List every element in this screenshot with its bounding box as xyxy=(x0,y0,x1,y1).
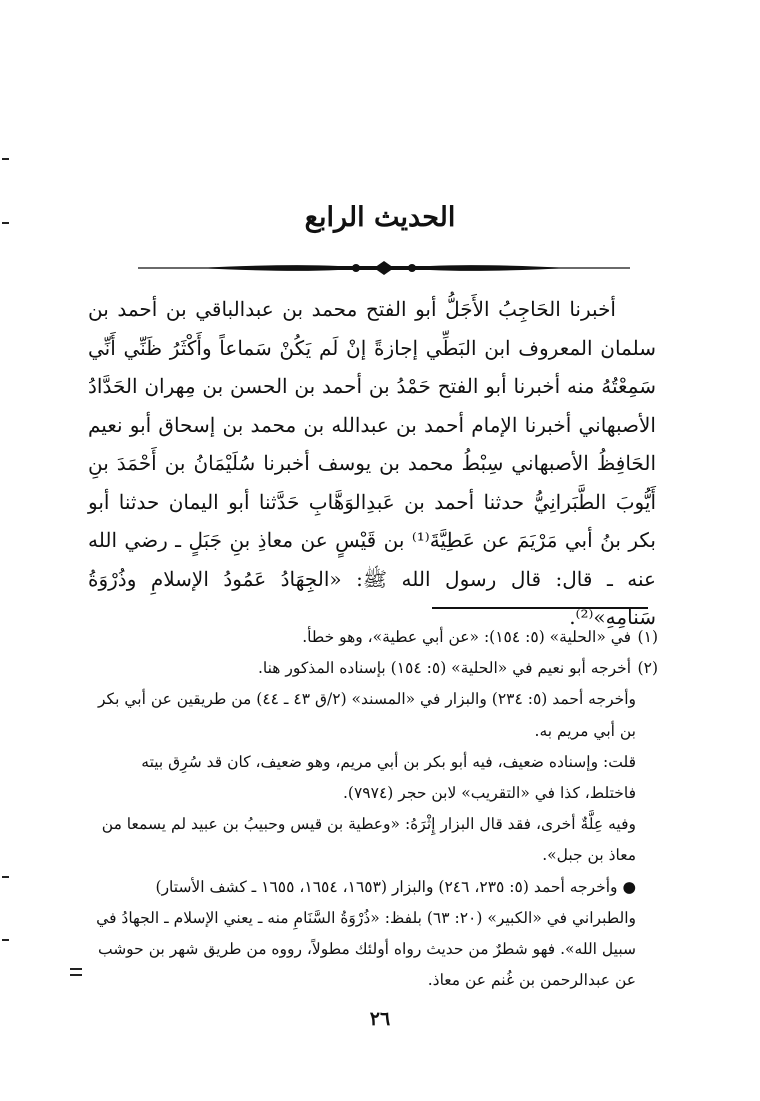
page-number: ٢٦ xyxy=(369,1008,391,1030)
footnote-text: أخرجه أبو نعيم في «الحلية» (٥: ١٥٤) بإسناده المذكور هنا. xyxy=(257,659,632,678)
footnote-item xyxy=(92,622,658,653)
body-paragraph: أخبرنا الحَاجِبُ الأَجَلُّ أبو الفتح محمد بن عبدالباقي بن أحمد بن سلمان المعروف ابن البَطِّي إجازةً إنْ لَم يَكُنْ سَماعاً وأَكْثَرُ ظَنِّي أَنِّي سَمِعْتُهُ منه أخبرنا أبو الفتح حَمْدُ بن أحمد بن الحسن بن مِهران الحَدَّادُ الأصبهاني أخبرنا الإمام أحمد بن عبدالله بن محمد بن إسحاق أبو نعيم الحَافِظُ الأصبهاني سِبْطُ محمد بن يوسف أخبرنا سُلَيْمَانُ بن أَحْمَدَ بنِ أَيُّوبَ الطَّبَرانِيُّ حدثنا أحمد بن عَبدِالوَهَّابِ حَدَّثنا أبو اليمان حدثنا أبو بكر بنُ أبي مَرْيَمَ عن عَطِيَّةَ⁽¹⁾ بن قَيْسٍ عن معاذِ بنِ جَبَلٍ ـ رضي الله عنه ـ قال: قال رسول الله ﷺ: «الجِهَادُ عَمُودُ الإسلامِ وذُرْوَةُ سَنامِهِ»⁽²⁾. xyxy=(88,297,656,629)
footnotes xyxy=(92,622,658,996)
margin-mark xyxy=(70,968,82,976)
footnote-separator xyxy=(432,607,648,609)
margin-mark xyxy=(2,876,9,878)
footnote-detail: ● وأخرجه أحمد (٥: ٢٣٥، ٢٤٦) والبزار (١٦٥٣، ١٦٥٤، ١٦٥٥ ـ كشف الأستار) والطبراني في «الكبير» (٢٠: ٦٣) بلفظ: «ذُرْوَةُ السَّنَامِ منه ـ يعني الإسلام ـ الجهادُ في سبيل الله». فهو شطرٌ من حديث رواه أولئك مطولاً، رووه من طريق شهر بن حوشب عن عبدالرحمن بن غُنم عن معاذ. xyxy=(96,877,636,990)
footnote-item xyxy=(92,653,658,684)
footnote-detail: وفيه عِلَّةٌ أخرى، فقد قال البزار إِثْرَهُ: «وعطية بن قيس وحبيبُ بن عبيد لم يسمعا من معاذ بن جبل». xyxy=(101,815,636,865)
footnote-number: (١) xyxy=(637,628,658,646)
footnote-text: في «الحلية» (٥: ١٥٤): «عن أبي عطية»، وهو خطأ. xyxy=(302,628,632,646)
hadith-title: الحديث الرابع xyxy=(304,202,456,233)
footnote-detail: وأخرجه أحمد (٥: ٢٣٤) والبزار في «المسند» (٢/ق ٤٣ ـ ٤٤) من طريقين عن أبي بكر بن أبي مريم به. xyxy=(98,690,636,740)
ornament-divider-icon xyxy=(138,258,630,278)
footnote-number: (٢) xyxy=(637,659,658,678)
margin-mark xyxy=(2,158,9,160)
hadith-text xyxy=(88,290,656,637)
margin-mark xyxy=(2,939,9,941)
footnote-detail: قلت: وإسناده ضعيف، فيه أبو بكر بن أبي مريم، وهو ضعيف، كان قد سُرِق بيته فاختلط، كذا في «التقريب» لابن حجر (٧٩٧٤). xyxy=(141,752,636,803)
